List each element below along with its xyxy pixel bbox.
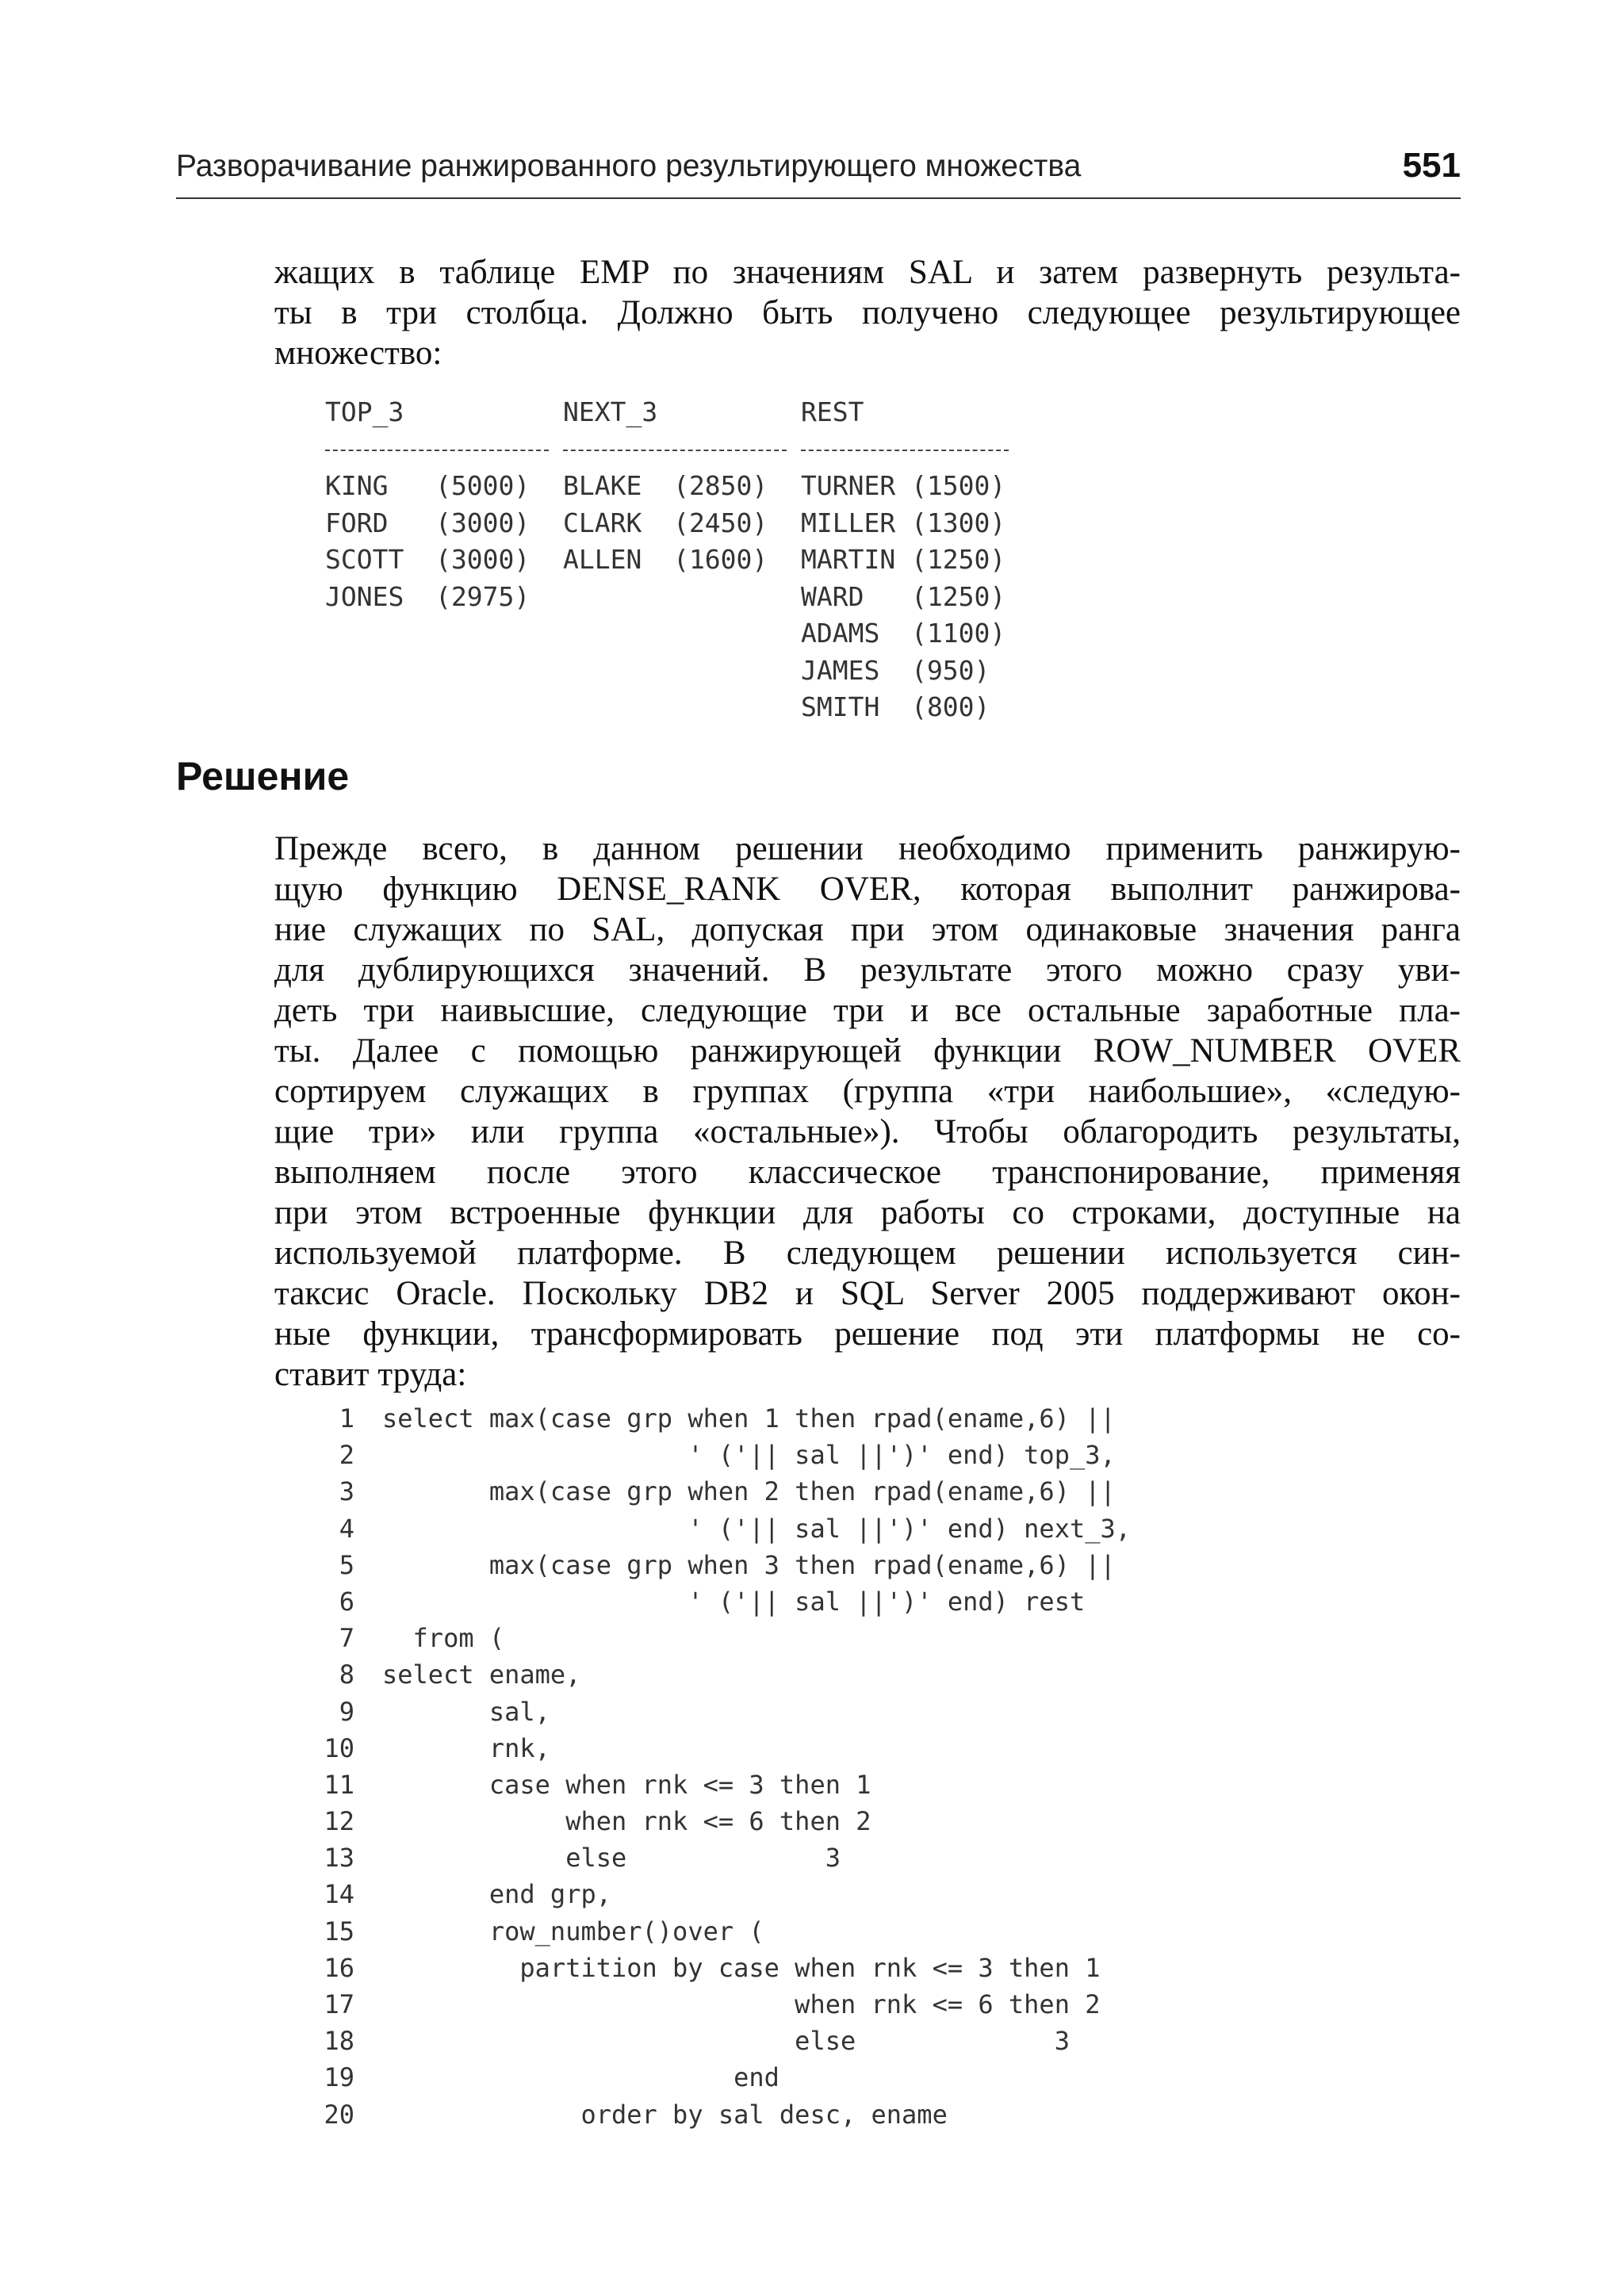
table-row: [325, 470, 1006, 507]
text-line: сортируем служащих в группах (группа «три наибольшие», «следую-: [274, 1073, 1461, 1110]
running-header: [176, 146, 1461, 195]
section-heading: Решение: [176, 754, 350, 798]
text-line: жащих в таблице EMP по значениям SAL и затем развернуть результа-: [274, 254, 1461, 291]
code-text: ' ('|| sal ||')' end) next_3,: [382, 1513, 1132, 1544]
code-text: select ename,: [382, 1659, 581, 1690]
text-line: таксис Oracle. Поскольку DB2 и SQL Server 2005 поддерживают окон-: [274, 1275, 1461, 1312]
column-header: REST: [801, 396, 864, 427]
text-line: ты в три столбца. Должно быть получено следующее результирующее: [274, 294, 1461, 331]
line-number: 6: [339, 1586, 354, 1617]
text-line: щую функцию DENSE_RANK OVER, которая выполнит ранжирова-: [274, 871, 1461, 908]
table-cell: CLARK (2450): [563, 507, 768, 538]
line-number: 8: [339, 1659, 354, 1690]
code-text: ' ('|| sal ||')' end) rest: [382, 1586, 1086, 1617]
code-text: when rnk <= 6 then 2: [382, 1806, 871, 1837]
code-text: when rnk <= 6 then 2: [382, 1989, 1101, 2019]
text-line: для дублирующихся значений. В результате этого можно сразу уви-: [274, 951, 1461, 989]
code-text: else 3: [382, 2026, 1070, 2057]
code-text: partition by case when rnk <= 3 then 1: [382, 1952, 1101, 1983]
table-cell: SCOTT (3000): [325, 544, 530, 575]
line-number: 2: [339, 1440, 354, 1471]
line-number: 20: [324, 2099, 354, 2130]
column-header: TOP_3: [325, 396, 404, 427]
line-number: 7: [339, 1623, 354, 1654]
table-cell: WARD (1250): [801, 580, 1006, 612]
table-cell: BLAKE (2850): [563, 470, 768, 501]
line-number: 11: [324, 1769, 354, 1800]
line-number: 9: [339, 1696, 354, 1727]
table-cell: MARTIN (1250): [801, 544, 1006, 575]
line-number: 14: [324, 1879, 354, 1910]
table-row: [325, 544, 1006, 581]
header-rule: [176, 197, 1461, 199]
code-text: from (: [382, 1623, 505, 1654]
table-cell: MILLER (1300): [801, 507, 1006, 538]
line-number: 19: [324, 2062, 354, 2093]
table-cell: SMITH (800): [801, 691, 990, 722]
line-number: 10: [324, 1732, 354, 1763]
code-text: row_number()over (: [382, 1916, 764, 1947]
table-row: [325, 654, 990, 692]
text-line: Прежде всего, в данном решении необходимо применить ранжирую-: [274, 830, 1461, 867]
line-number: 12: [324, 1806, 354, 1837]
intro-paragraph: [274, 252, 1461, 373]
line-number: 15: [324, 1916, 354, 1947]
text-line: ты. Далее с помощью ранжирующей функции ROW_NUMBER OVER: [274, 1032, 1461, 1070]
table-cell: ADAMS (1100): [801, 618, 1006, 649]
solution-paragraph: [274, 829, 1461, 1395]
code-text: sal,: [382, 1696, 550, 1727]
table-cell: JAMES (950): [801, 654, 990, 686]
text-line: ные функции, трансформировать решение под эти платформы не со-: [274, 1315, 1461, 1353]
text-line: выполняем после этого классическое транспонирование, применяя: [274, 1154, 1461, 1191]
code-text: else 3: [382, 1843, 841, 1874]
table-separator: [325, 434, 388, 471]
line-number: 3: [339, 1476, 354, 1507]
table-cell: JONES (2975): [325, 580, 530, 612]
line-number: 16: [324, 1952, 354, 1983]
line-number: 17: [324, 1989, 354, 2019]
line-number: 13: [324, 1843, 354, 1874]
table-header-row: [325, 396, 864, 434]
table-row: [325, 618, 1006, 655]
table-cell: ALLEN (1600): [563, 544, 768, 575]
table-row: [325, 580, 1006, 618]
table-cell: TURNER (1500): [801, 470, 1006, 501]
separator-dashes: [563, 450, 787, 451]
code-text: order by sal desc, ename: [382, 2099, 948, 2130]
text-line: ние служащих по SAL, допуская при этом одинаковые значения ранга: [274, 911, 1461, 948]
code-text: end grp,: [382, 1879, 611, 1910]
code-text: end: [382, 2062, 779, 2093]
table-cell: KING (5000): [325, 470, 530, 501]
code-text: ' ('|| sal ||')' end) top_3,: [382, 1440, 1116, 1471]
page-number: 551: [1402, 146, 1461, 185]
text-line: используемой платформе. В следующем решении используется син-: [274, 1235, 1461, 1272]
code-text: max(case grp when 3 then rpad(ename,6) ||: [382, 1549, 1116, 1580]
text-line: множество:: [274, 335, 442, 372]
table-row: [325, 507, 1006, 545]
text-line: ставит труда:: [274, 1356, 467, 1393]
line-number: 1: [339, 1403, 354, 1434]
table-row: [325, 691, 990, 729]
code-text: max(case grp when 2 then rpad(ename,6) ||: [382, 1476, 1116, 1507]
text-line: при этом встроенные функции для работы со строками, доступные на: [274, 1194, 1461, 1231]
code-text: rnk,: [382, 1732, 550, 1763]
line-number: 4: [339, 1513, 354, 1544]
line-number: 5: [339, 1549, 354, 1580]
code-text: select max(case grp when 1 then rpad(ename,6) ||: [382, 1403, 1116, 1434]
line-number: 18: [324, 2026, 354, 2057]
separator-dashes: [325, 450, 549, 451]
result-table: [325, 396, 1006, 729]
text-line: деть три наивысшие, следующие три и все остальные заработные пла-: [274, 992, 1461, 1029]
running-title: Разворачивание ранжированного результирующего множества: [176, 149, 1082, 183]
column-header: NEXT_3: [563, 396, 658, 427]
text-line: щие три» или группа «остальные»). Чтобы облагородить результаты,: [274, 1113, 1461, 1150]
code-text: case when rnk <= 3 then 1: [382, 1769, 871, 1800]
table-cell: FORD (3000): [325, 507, 530, 538]
separator-dashes: [801, 450, 1009, 451]
